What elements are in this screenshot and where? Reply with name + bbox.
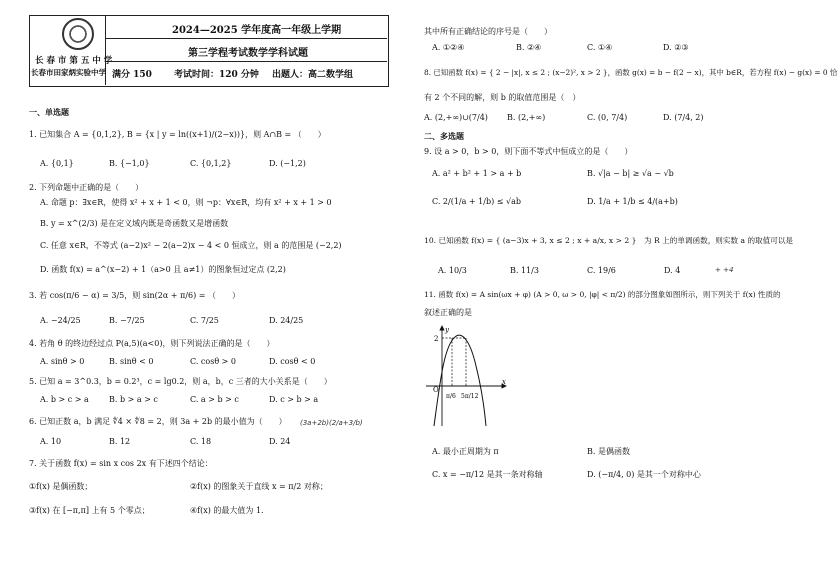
q1-option-c: C. {0,1,2} (190, 159, 232, 168)
q11-option-b: B. 是偶函数 (587, 447, 630, 456)
q10-option-b: B. 11/3 (510, 266, 539, 275)
graph-y-tick-2: 2 (434, 335, 439, 343)
q8-option-b: B. (2,+∞) (507, 113, 546, 122)
q7-tail: 其中所有正确结论的序号是（ ） (424, 27, 552, 36)
q9-option-c: C. 2/(1/a + 1/b) ≤ √ab (432, 197, 521, 206)
header-hline-2 (105, 61, 387, 62)
q7-option-c: C. ①④ (587, 43, 613, 52)
q6-option-c: C. 18 (190, 437, 212, 446)
q10-option-c: C. 19/6 (587, 266, 616, 275)
q8-stem: 8. 已知函数 f(x) = { 2 − |x|, x ≤ 2 ; (x−2)², x > 2 }，函数 g(x) = b − f(2 − x)，其中 b∈R，若方程 f(x) − g(x) = 0 恰 (424, 68, 837, 77)
q1-option-d: D. (−1,2) (269, 159, 306, 168)
q1-option-a: A. {0,1} (40, 159, 74, 168)
q8-stem-line2: 有 2 个不同的解，则 b 的取值范围是（ ） (424, 93, 581, 102)
section-single-choice: 一、单选题 (29, 107, 69, 117)
school-name-2: 长春市田家炳实验中学 (31, 68, 106, 77)
q5-stem: 5. 已知 a = 3^0.3，b = 0.2³，c = lg0.2，则 a，b，c 三者的大小关系是（ ） (29, 377, 332, 386)
q3-option-c: C. 7/25 (190, 316, 219, 325)
q3-option-a: A. −24/25 (40, 316, 81, 325)
q5-option-a: A. b > c > a (40, 395, 89, 404)
q7-option-a: A. ①②④ (432, 43, 465, 52)
school-name: 长 春 市 第 五 中 学 (35, 56, 113, 66)
q11-option-c: C. x = −π/12 是其一条对称轴 (432, 470, 543, 479)
q2-option-b: B. y = x^(2/3) 是在定义域内既是奇函数又是增函数 (40, 219, 229, 228)
q11-stem: 11. 函数 f(x) = A sin(ωx + φ) (A > 0, ω > 0, |φ| < π/2) 的部分图象如图所示，则下列关于 f(x) 性质的 (424, 290, 781, 299)
q6-option-d: D. 24 (269, 437, 291, 446)
q4-option-b: B. sinθ < 0 (109, 357, 154, 366)
q8-option-c: C. (0, 7/4) (587, 113, 628, 122)
q11-option-d: D. (−π/4, 0) 是其一个对称中心 (587, 470, 701, 479)
q3-option-d: D. 24/25 (269, 316, 304, 325)
q2-option-c: C. 任意 x∈R，不等式 (a−2)x² − 2(a−2)x − 4 < 0 恒成立，则 a 的范围是 (−2,2) (40, 241, 342, 250)
exam-title: 第三学程考试数学学科试题 (188, 48, 308, 59)
graph-x-tick-pi6: π/6 (446, 393, 456, 400)
q7-option-d: D. ②③ (663, 43, 689, 52)
q6-option-a: A. 10 (40, 437, 62, 446)
q6-option-b: B. 12 (109, 437, 131, 446)
q6-stem: 6. 已知正数 a，b 满足 ∜4 × ∜8 = 2，则 3a + 2b 的最小值为（ ） (29, 417, 287, 426)
q4-option-a: A. sinθ > 0 (40, 357, 85, 366)
q5-option-c: C. a > b > c (190, 395, 239, 404)
q7-stem: 7. 关于函数 f(x) = sin x cos 2x 有下述四个结论： (29, 459, 213, 468)
q9-option-a: A. a² + b² + 1 > a + b (432, 169, 522, 178)
graph-x-tick-5pi12: 5π/12 (461, 393, 479, 400)
graph-y-label: y (445, 326, 449, 334)
time-label: 考试时间：120 分钟 (174, 70, 259, 80)
q8-option-d: D. (7/4, 2) (663, 113, 704, 122)
school-logo (62, 18, 94, 50)
q4-option-d: D. cosθ < 0 (269, 357, 316, 366)
q10-handwritten-note: + +4 (715, 266, 734, 274)
q11-stem-line2: 叙述正确的是 (424, 308, 472, 317)
header-hline-1 (105, 38, 387, 39)
q10-option-a: A. 10/3 (438, 266, 467, 275)
q5-option-b: B. b > a > c (109, 395, 158, 404)
q9-option-b: B. √|a − b| ≥ √a − √b (587, 169, 674, 178)
graph-x-label: x (502, 378, 506, 386)
q7-option-b: B. ②④ (516, 43, 542, 52)
q2-option-d: D. 函数 f(x) = a^(x−2) + 1（a>0 且 a≠1）的图象恒过定点 (2,2) (40, 265, 286, 274)
q1-stem: 1. 已知集合 A = {0,1,2}, B = {x | y = ln((x+1)/(2−x))}，则 A∩B = （ ） (29, 130, 326, 139)
q7-statement-4: ④f(x) 的最大值为 1. (190, 506, 264, 515)
q1-option-b: B. {−1,0} (109, 159, 150, 168)
graph-origin-label: O (433, 386, 439, 394)
q7-statement-2: ②f(x) 的图象关于直线 x = π/2 对称； (190, 482, 328, 491)
q11-function-graph (424, 322, 510, 432)
q5-option-d: D. c > b > a (269, 395, 319, 404)
q2-stem: 2. 下列命题中正确的是（ ） (29, 183, 144, 192)
q4-option-c: C. cosθ > 0 (190, 357, 237, 366)
score-label: 满分 150 (112, 70, 152, 80)
exam-year-title: 2024—2025 学年度高一年级上学期 (172, 25, 342, 36)
q7-statement-1: ①f(x) 是偶函数； (29, 482, 93, 491)
q4-stem: 4. 若角 θ 的终边经过点 P(a,5)(a<0)，则下列说法正确的是（ ） (29, 339, 275, 348)
q6-handwritten-note: (3a+2b)(2/a+3/b) (300, 419, 363, 427)
q11-option-a: A. 最小正周期为 π (432, 447, 499, 456)
q10-stem: 10. 已知函数 f(x) = { (a−3)x + 3, x ≤ 2 ; x + a/x, x > 2 } 为 R 上的单调函数，则实数 a 的取值可以是 (424, 236, 794, 245)
q7-statement-3: ③f(x) 在 [−π,π] 上有 5 个零点； (29, 506, 150, 515)
q3-option-b: B. −7/25 (109, 316, 145, 325)
q10-option-d: D. 4 (664, 266, 681, 275)
q9-option-d: D. 1/a + 1/b ≤ 4/(a+b) (587, 197, 678, 206)
author-label: 出题人：高二数学组 (272, 70, 354, 80)
q3-stem: 3. 若 cos(π/6 − α) = 3/5，则 sin(2α + π/6) = （ ） (29, 291, 240, 300)
section-multi-choice: 二、多选题 (424, 131, 464, 141)
q9-stem: 9. 设 a > 0，b > 0，则下面不等式中恒成立的是（ ） (424, 147, 633, 156)
q8-option-a: A. (2,+∞)∪(7/4) (424, 113, 488, 122)
q2-option-a: A. 命题 p：∃x∈R，使得 x² + x + 1 < 0，则 ¬p：∀x∈R，均有 x² + x + 1 > 0 (40, 198, 332, 207)
